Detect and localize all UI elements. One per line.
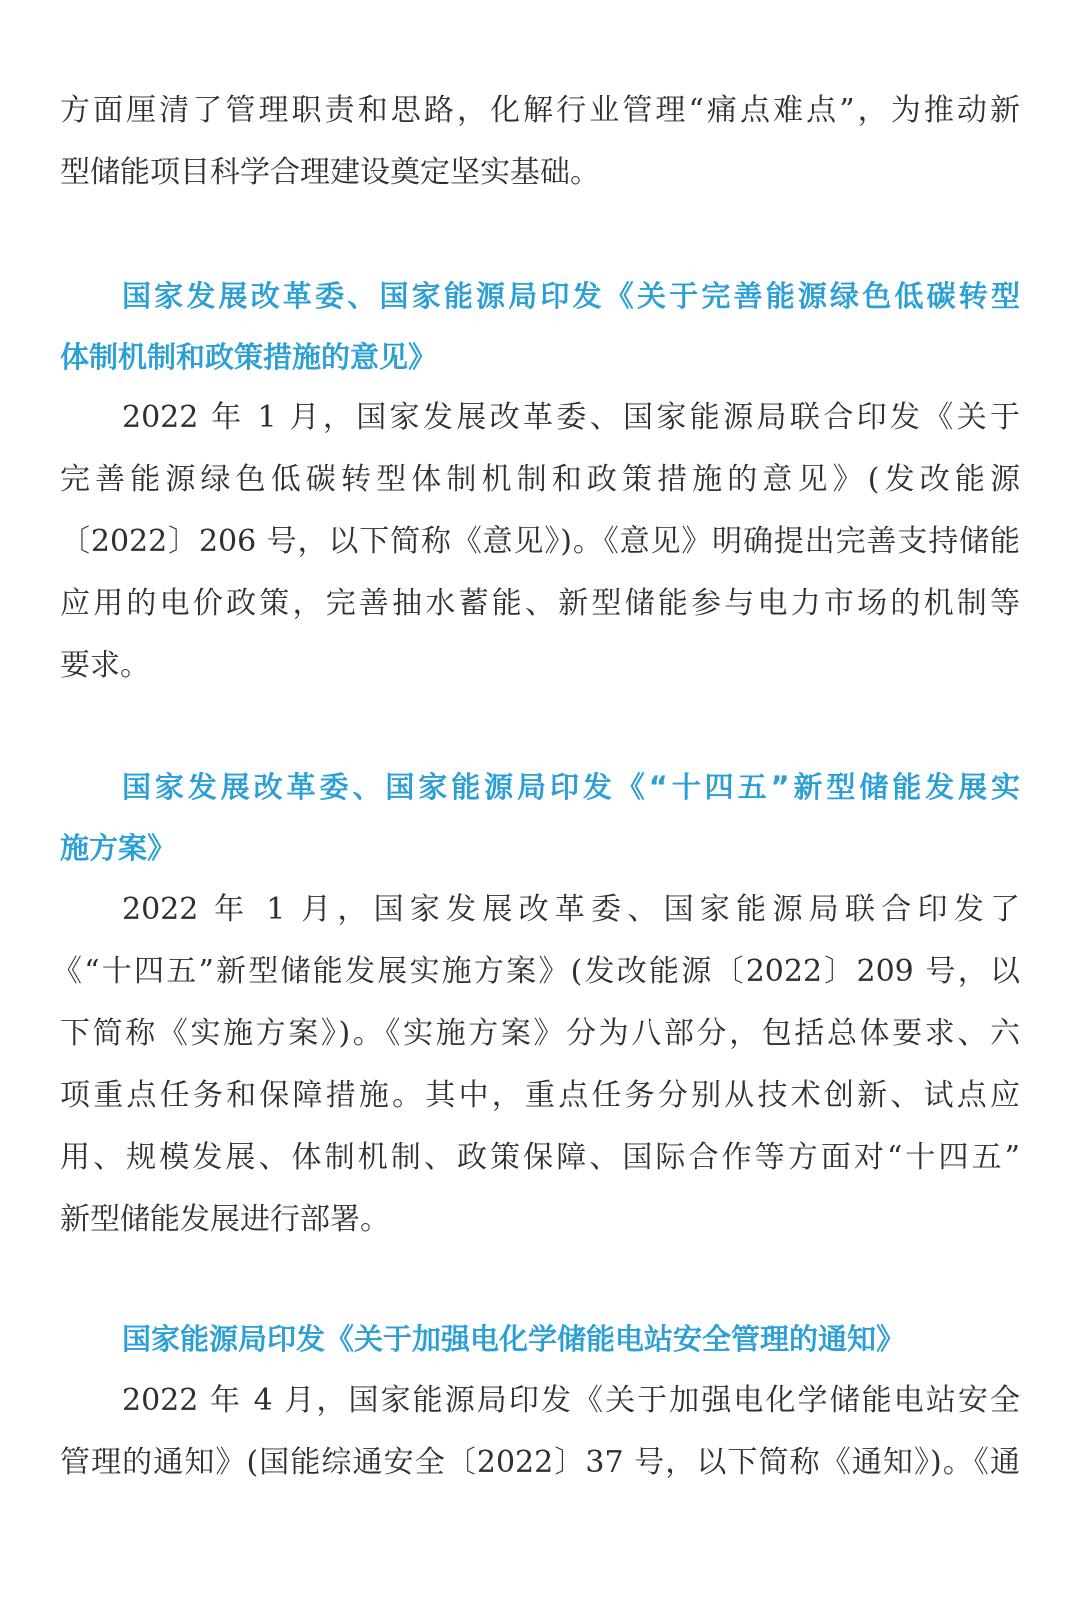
paragraph-line: 要求。 [60, 648, 150, 683]
paragraph-line: 用、规模发展、体制机制、政策保障、国际合作等方面对“十四五” [60, 1140, 1020, 1175]
paragraph-line: 应用的电价政策，完善抽水蓄能、新型储能参与电力市场的机制等 [60, 586, 1020, 621]
paragraph-line: 2022 年 1 月，国家发展改革委、国家能源局联合印发《关于 [122, 400, 1020, 435]
paragraph-line: 型储能项目科学合理建设奠定坚实基础。 [60, 155, 600, 190]
paragraph-line: 〔2022〕206 号，以下简称《意见》)。《意见》明确提出完善支持储能 [60, 524, 1020, 559]
paragraph-line: 方面厘清了管理职责和思路，化解行业管理“痛点难点”，为推动新 [60, 93, 1020, 128]
heading-line: 国家发展改革委、国家能源局印发《“十四五”新型储能发展实 [122, 770, 1020, 804]
paragraph-line: 下简称《实施方案》)。《实施方案》分为八部分，包括总体要求、六 [60, 1016, 1020, 1051]
paragraph-line: 项重点任务和保障措施。其中，重点任务分别从技术创新、试点应 [60, 1078, 1020, 1113]
paragraph-line: 2022 年 1 月，国家发展改革委、国家能源局联合印发了 [122, 892, 1020, 927]
paragraph-line: 新型储能发展进行部署。 [60, 1202, 390, 1237]
paragraph-line: 《“十四五”新型储能发展实施方案》(发改能源〔2022〕209 号，以 [52, 954, 1020, 989]
paragraph-line: 管理的通知》(国能综通安全〔2022〕37 号，以下简称《通知》)。《通 [60, 1445, 1020, 1480]
paragraph-line: 完善能源绿色低碳转型体制机制和政策措施的意见》(发改能源 [60, 462, 1020, 497]
paragraph-line: 2022 年 4 月，国家能源局印发《关于加强电化学储能电站安全 [122, 1383, 1020, 1418]
heading-line: 国家能源局印发《关于加强电化学储能电站安全管理的通知》 [122, 1322, 906, 1356]
heading-line: 施方案》 [60, 831, 177, 865]
heading-line: 体制机制和政策措施的意见》 [60, 340, 438, 374]
heading-line: 国家发展改革委、国家能源局印发《关于完善能源绿色低碳转型 [122, 279, 1020, 313]
